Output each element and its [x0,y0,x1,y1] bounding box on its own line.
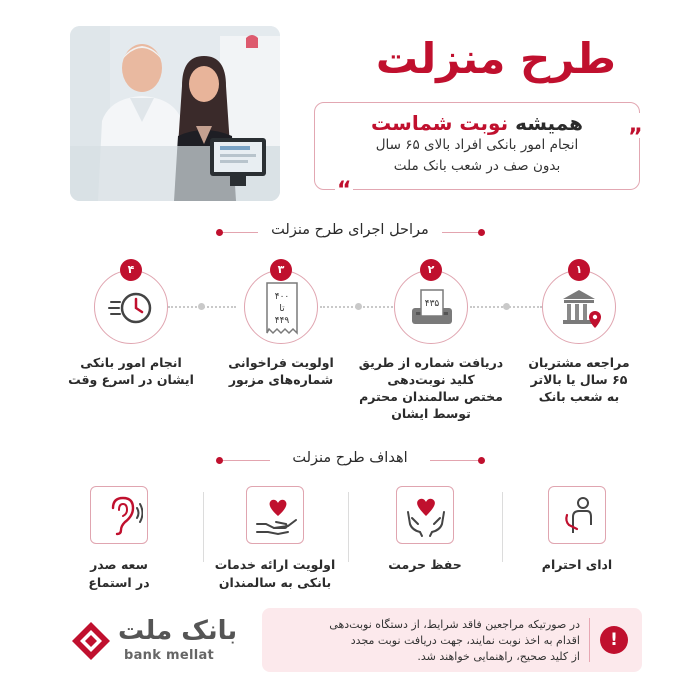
slogan-box [314,102,643,203]
step-4-circle [94,270,168,344]
step-2-text [356,354,506,422]
ticket-from: ۴۰۰ [274,292,290,302]
ear-listening-icon [99,494,143,538]
step-4-line-1: انجام امور بانکی [80,355,182,370]
goal-4-box [90,486,148,544]
step-1-text [504,354,654,405]
goal-2-line-1: حفظ حرمت [388,557,462,572]
step-1-line-2: ۶۵ سال یا بالاتر [530,372,628,387]
step-2-line-4: توسط ایشان [391,406,471,421]
steps-heading: مراحل اجرای طرح منزلت [271,222,429,238]
goal-3-box [246,486,304,544]
slogan-word-always: همیشه [515,111,583,135]
step-2-number: ۲ [420,259,442,281]
goal-1-text [512,556,642,574]
bank-mellat-logo [70,616,250,666]
ticket-mid: تا [279,304,285,314]
notice-box [262,608,642,672]
header-photo [70,26,280,201]
notice-divider [589,618,590,662]
goal-4-text [54,556,184,592]
bank-location-icon [557,285,603,331]
step-2-line-1: دریافت شماره از طریق [358,355,504,370]
step-3-text [206,354,356,388]
slogan-title [315,111,639,135]
respect-hand-icon [559,495,597,537]
notice-line-1: در صورتیکه مراجعین فاقد شرایط، از دستگاه نوبت‌دهی [329,618,580,631]
goal-3-line-1: اولویت ارائه خدمات [214,557,336,572]
goal-separator [203,492,204,562]
goal-2-box [396,486,454,544]
slogan-highlight: نوبت شماست [370,111,509,135]
step-3-line-1: اولویت فراخوانی [228,355,334,370]
step-1-line-1: مراجعه مشتریان [528,355,630,370]
step-3-circle [244,270,318,344]
step-4-text [56,354,206,388]
step-3-line-2: شماره‌های مزبور [228,372,334,387]
step-1-line-3: به شعب بانک [538,389,620,404]
goal-1-line-1: ادای احترام [541,557,613,572]
ticket-number: ۴۳۵ [424,299,440,309]
fast-clock-icon [108,284,156,332]
page-title: طرح منزلت [375,34,616,83]
goal-3-text [210,556,340,592]
goal-4-line-1: سعه صدر [90,557,148,572]
step-2-circle [394,270,468,344]
ticket-dispenser-icon [408,284,456,332]
connector-dot [355,303,362,310]
slogan-line-2: بدون صف در شعب بانک ملت [393,158,561,174]
step-3-number: ۳ [270,259,292,281]
open-quote-mark: „ [628,113,643,138]
hands-heart-icon [404,494,448,538]
notice-line-3: از کلید صحیح، راهنمایی خواهند شد. [417,650,580,663]
number-ticket-icon [261,279,303,337]
goals-section-header [0,450,700,470]
goal-2-text [360,556,490,574]
step-2-line-3: مختص سالمندان محترم [359,389,503,404]
warning-icon: ! [600,626,628,654]
goal-3-line-2: بانکی به سالمندان [218,575,332,590]
hand-heart-icon [254,494,298,538]
step-1-number: ۱ [568,259,590,281]
goal-4-line-2: در استماع [88,575,150,590]
step-1-circle [542,270,616,344]
logo-text-fa: بانک ملت [118,616,238,646]
step-4-line-2: ایشان در اسرع وقت [68,372,194,387]
step-2-line-2: کلید نوبت‌دهی [387,372,475,387]
goal-separator [502,492,503,562]
goal-separator [348,492,349,562]
close-quote-mark: “ [337,178,352,203]
goals-heading: اهداف طرح منزلت [292,450,408,466]
goal-1-box [548,486,606,544]
notice-line-2: اقدام به اخذ نوبت نمایند، جهت دریافت نوبت مجدد [350,634,580,647]
ticket-to: ۴۴۹ [274,316,290,326]
logo-text-en: bank mellat [124,648,215,663]
notice-text [280,617,580,665]
steps-section-header [0,222,700,242]
connector-dot [198,303,205,310]
slogan-line-1: انجام امور بانکی افراد بالای ۶۵ سال [375,137,579,153]
bank-mellat-emblem-icon [70,620,112,662]
connector-dot [503,303,510,310]
step-4-number: ۴ [120,259,142,281]
